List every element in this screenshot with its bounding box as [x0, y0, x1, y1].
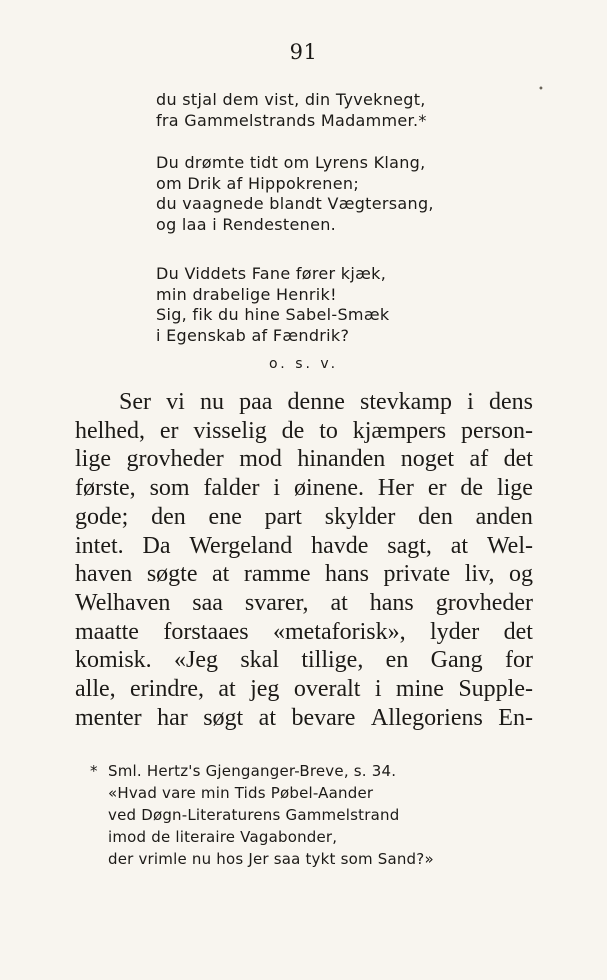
prose-word: denne: [287, 389, 345, 415]
prose-word: som: [149, 475, 190, 502]
prose-word: mod: [239, 446, 282, 473]
prose-word: forstaaes: [163, 618, 249, 645]
prose-word: Wel-: [486, 532, 533, 559]
prose-word: grovheder: [126, 446, 224, 473]
prose-word: lige: [75, 446, 111, 473]
prose-word: Gang: [430, 647, 483, 674]
verse-line: Du Viddets Fane fører kjæk,: [156, 264, 387, 283]
prose-word: at: [330, 589, 348, 616]
prose-line: [75, 704, 533, 733]
prose-word: erindre,: [130, 676, 204, 703]
prose-word: lyder: [429, 618, 480, 645]
prose-word: hans: [369, 589, 414, 616]
verse-line: du vaagnede blandt Vægtersang,: [156, 194, 434, 213]
print-speck: •: [538, 84, 544, 95]
prose-word: Allegoriens: [370, 704, 483, 731]
prose-word: noget: [400, 446, 455, 473]
page-number: 91: [289, 40, 318, 64]
prose-word: ramme: [243, 561, 311, 588]
prose-word: komisk.: [75, 647, 152, 674]
prose-word: private: [383, 561, 451, 588]
prose-word: i: [273, 475, 281, 502]
prose-word: nu: [199, 389, 224, 415]
prose-line: [75, 388, 533, 417]
verse-stanza-3: [156, 264, 389, 346]
prose-word: jeg: [250, 676, 280, 703]
prose-word: haven: [75, 561, 133, 588]
verse-line: Sig, fik du hine Sabel-Smæk: [156, 305, 390, 324]
prose-word: de: [460, 475, 484, 502]
prose-line: [75, 503, 533, 532]
prose-word: har: [157, 704, 188, 731]
verse-stanza-1: [156, 90, 427, 131]
prose-word: Da: [142, 532, 171, 559]
prose-word: grovheder: [435, 589, 533, 616]
prose-word: paa: [239, 389, 273, 415]
verse-line: fra Gammelstrands Madammer.*: [156, 110, 427, 130]
prose-word: det: [503, 618, 533, 645]
prose-word: af: [469, 446, 489, 473]
prose-word: Her: [377, 475, 414, 502]
prose-word: at: [450, 532, 469, 559]
prose-word: skal: [240, 647, 280, 674]
prose-line: [75, 560, 533, 589]
prose-line: [75, 474, 533, 503]
prose-word: skylder: [324, 503, 396, 530]
footnote-quote-line: «Hvad vare min Tids Pøbel-Aander: [108, 784, 374, 802]
prose-word: falder: [203, 475, 260, 502]
prose-line: [75, 589, 533, 618]
footnote-quote-line: ved Døgn-Literaturens Gammelstrand: [108, 806, 400, 824]
prose-word: er: [159, 417, 179, 444]
prose-word: Wergeland: [189, 532, 293, 559]
prose-word: person-: [460, 417, 533, 444]
verse-line: og laa i Rendestenen.: [156, 214, 337, 234]
prose-word: svarer,: [244, 589, 309, 616]
footnote-reference-text: Sml. Hertz's Gjenganger-Breve, s. 34.: [108, 762, 397, 780]
prose-word: søgt: [203, 704, 244, 731]
prose-word: En-: [498, 704, 533, 731]
verse-line: om Drik af Hippokrenen;: [156, 173, 360, 193]
body-paragraph: [75, 388, 533, 732]
prose-line: [75, 445, 533, 474]
prose-word: i: [374, 676, 382, 703]
prose-word: det: [503, 446, 533, 473]
prose-word: maatte: [75, 618, 139, 645]
prose-word: kjæmpers: [352, 417, 447, 444]
footnote-reference: [90, 760, 434, 782]
footnote: [90, 760, 434, 870]
prose-word: visselig: [193, 417, 267, 444]
prose-word: alle,: [75, 676, 116, 703]
verse-line: min drabelige Henrik!: [156, 284, 337, 304]
prose-word: Supple-: [458, 676, 533, 703]
verse-stanza-2: [156, 153, 434, 235]
prose-word: de: [281, 417, 305, 444]
prose-word: menter: [75, 704, 142, 731]
prose-word: ene: [208, 503, 242, 530]
prose-word: «metaforisk»,: [272, 618, 406, 645]
prose-word: anden: [475, 503, 533, 530]
prose-word: to: [319, 417, 338, 444]
verse-signature: o. s. v.: [268, 356, 339, 372]
footnote-quote: [108, 782, 434, 870]
prose-line: [75, 417, 533, 446]
prose-word: Welhaven: [75, 589, 171, 616]
prose-word: bevare: [291, 704, 356, 731]
prose-word: at: [212, 561, 230, 588]
footnote-quote-line: imod de literaire Vagabonder,: [108, 828, 338, 846]
prose-word: den: [418, 503, 453, 530]
prose-word: intet.: [75, 532, 124, 559]
prose-line: [75, 675, 533, 704]
prose-word: Ser: [119, 389, 151, 415]
prose-word: gode;: [75, 503, 129, 530]
prose-word: hans: [325, 561, 370, 588]
prose-word: helhed,: [75, 417, 145, 444]
prose-word: i: [467, 389, 474, 415]
prose-word: øinene.: [294, 475, 364, 502]
prose-word: at: [218, 676, 236, 703]
prose-word: saa: [192, 589, 223, 616]
prose-word: lige: [496, 475, 533, 502]
prose-line: [75, 646, 533, 675]
prose-word: hinanden: [297, 446, 386, 473]
prose-word: liv,: [464, 561, 495, 588]
prose-word: søgte: [146, 561, 198, 588]
verse-line: i Egenskab af Fændrik?: [156, 325, 350, 345]
prose-word: dens: [488, 389, 533, 415]
verse-line: Du drømte tidt om Lyrens Klang,: [156, 153, 426, 172]
prose-word: for: [504, 647, 533, 674]
prose-word: tillige,: [301, 647, 364, 674]
footnote-marker: *: [90, 762, 98, 780]
prose-word: stevkamp: [360, 389, 452, 415]
verse-line: du stjal dem vist, din Tyveknegt,: [156, 90, 426, 109]
prose-line: [75, 532, 533, 561]
prose-word: sagt,: [387, 532, 432, 559]
prose-word: overalt: [293, 676, 361, 703]
prose-word: den: [151, 503, 186, 530]
prose-word: «Jeg: [174, 647, 219, 674]
footnote-quote-line: der vrimle nu hos Jer saa tykt som Sand?»: [108, 850, 434, 868]
prose-word: første,: [75, 475, 136, 502]
prose-word: at: [258, 704, 276, 731]
prose-word: og: [508, 561, 533, 588]
prose-line: [75, 618, 533, 647]
prose-word: vi: [166, 389, 185, 415]
prose-word: mine: [395, 676, 444, 703]
prose-word: part: [264, 503, 302, 530]
prose-word: er: [427, 475, 447, 502]
prose-word: havde: [311, 532, 369, 559]
prose-word: en: [385, 647, 409, 674]
